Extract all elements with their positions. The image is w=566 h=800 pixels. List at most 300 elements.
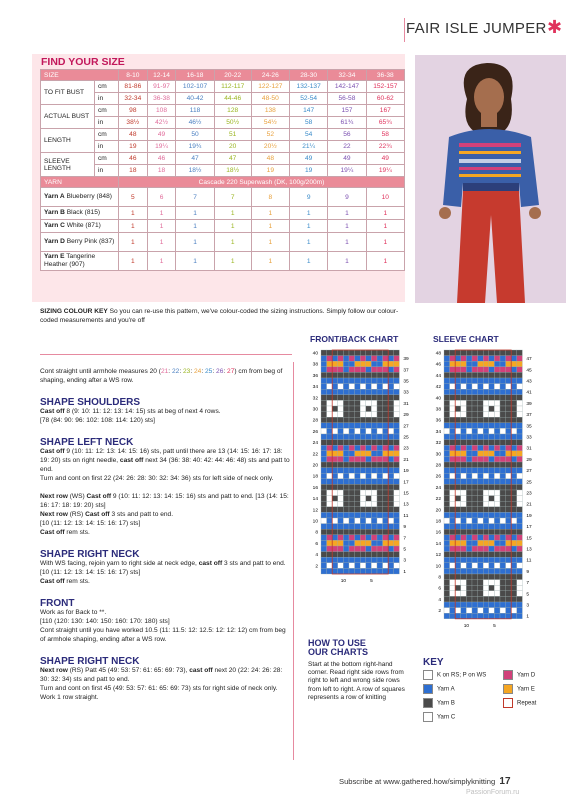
chart-cell (338, 568, 344, 574)
chart-cell (355, 501, 361, 507)
chart-cell (455, 524, 461, 530)
chart-cell (377, 512, 383, 518)
chart-cell (455, 484, 461, 490)
watermark: PassionForum.ru (466, 789, 520, 796)
chart-cell (472, 361, 478, 367)
chart-cell (338, 496, 344, 502)
chart-cell (494, 591, 500, 597)
cell: 18½ (176, 165, 214, 177)
chart-cell (472, 602, 478, 608)
chart-cell (483, 602, 489, 608)
chart-cell (338, 462, 344, 468)
chart-cell (377, 540, 383, 546)
chart-cell (349, 563, 355, 569)
chart-cell (478, 507, 484, 513)
row-number: 10 (435, 564, 441, 570)
chart-cell (511, 591, 517, 597)
chart-cell (461, 406, 467, 412)
chart-cell (332, 350, 338, 356)
sleeve-chart (428, 346, 538, 642)
chart-cell (444, 440, 450, 446)
chart-cell (394, 428, 400, 434)
row-number: 31 (526, 446, 532, 452)
chart-cell (377, 568, 383, 574)
chart-cell (489, 552, 495, 558)
chart-cell (444, 428, 450, 434)
row-label: LENGTH (41, 129, 95, 153)
chart-cell (343, 384, 349, 390)
chart-cell (355, 400, 361, 406)
chart-cell (444, 585, 450, 591)
chart-cell (455, 361, 461, 367)
chart-cell (377, 546, 383, 552)
chart-cell (327, 361, 333, 367)
chart-cell (321, 535, 327, 541)
chart-cell (500, 518, 506, 524)
chart-cell (483, 423, 489, 429)
chart-cell (321, 473, 327, 479)
page-number: 17 (499, 776, 511, 787)
left-neck-heading: SHAPE LEFT NECK (40, 437, 134, 448)
model-illustration (415, 55, 566, 303)
chart-cell (332, 557, 338, 563)
chart-cell (332, 507, 338, 513)
chart-cell (483, 468, 489, 474)
chart-cell (383, 490, 389, 496)
chart-cell (388, 412, 394, 418)
chart-cell (349, 406, 355, 412)
size-col: 24-26 (251, 70, 289, 81)
chart-cell (466, 389, 472, 395)
chart-cell (506, 585, 512, 591)
chart-cell (360, 473, 366, 479)
chart-cell (332, 434, 338, 440)
chart-cell (483, 585, 489, 591)
chart-cell (349, 490, 355, 496)
chart-cell (489, 395, 495, 401)
chart-cell (472, 367, 478, 373)
chart-cell (332, 529, 338, 535)
sleeve-chart-title: SLEEVE CHART (433, 334, 499, 344)
chart-cell (377, 535, 383, 541)
chart-cell (377, 350, 383, 356)
unit: in (95, 141, 119, 153)
chart-cell (360, 350, 366, 356)
chart-cell (355, 479, 361, 485)
chart-cell (506, 462, 512, 468)
chart-cell (338, 412, 344, 418)
chart-cell (377, 361, 383, 367)
chart-cell (360, 496, 366, 502)
chart-cell (483, 490, 489, 496)
chart-cell (483, 512, 489, 518)
chart-cell (355, 546, 361, 552)
chart-cell (517, 473, 523, 479)
chart-cell (444, 417, 450, 423)
cell: 42½ (147, 117, 176, 129)
chart-cell (366, 462, 372, 468)
column-divider (293, 362, 294, 760)
chart-cell (394, 434, 400, 440)
chart-cell (360, 406, 366, 412)
chart-cell (517, 613, 523, 619)
chart-cell (478, 568, 484, 574)
chart-cell (371, 479, 377, 485)
chart-cell (355, 518, 361, 524)
chart-cell (360, 412, 366, 418)
chart-cell (500, 524, 506, 530)
chart-cell (517, 563, 523, 569)
chart-cell (371, 350, 377, 356)
chart-cell (461, 602, 467, 608)
chart-cell (366, 473, 372, 479)
chart-cell (388, 423, 394, 429)
chart-cell (349, 445, 355, 451)
chart-cell (483, 456, 489, 462)
chart-cell (455, 568, 461, 574)
chart-cell (472, 378, 478, 384)
cell: 21¼ (290, 141, 328, 153)
chart-cell (338, 350, 344, 356)
chart-cell (517, 423, 523, 429)
cell: 19 (251, 165, 289, 177)
chart-cell (321, 367, 327, 373)
chart-cell (466, 462, 472, 468)
chart-cell (489, 602, 495, 608)
chart-cell (371, 484, 377, 490)
chart-cell (371, 524, 377, 530)
chart-cell (455, 468, 461, 474)
chart-cell (366, 501, 372, 507)
chart-cell (511, 451, 517, 457)
row-number: 40 (312, 351, 318, 357)
chart-cell (466, 484, 472, 490)
chart-cell (327, 412, 333, 418)
chart-cell (332, 384, 338, 390)
chart-cell (321, 479, 327, 485)
chart-cell (349, 389, 355, 395)
chart-cell (489, 546, 495, 552)
chart-cell (478, 434, 484, 440)
chart-cell (483, 384, 489, 390)
chart-cell (450, 479, 456, 485)
chart-cell (478, 591, 484, 597)
yarn-label: Yarn C White (871) (41, 220, 119, 233)
chart-cell (472, 473, 478, 479)
chart-cell (338, 512, 344, 518)
chart-cell (444, 552, 450, 558)
chart-cell (388, 356, 394, 362)
chart-cell (500, 602, 506, 608)
chart-cell (500, 423, 506, 429)
cell: 19¼ (366, 165, 404, 177)
chart-cell (517, 585, 523, 591)
chart-cell (489, 462, 495, 468)
text: [10 (11: 12: 13: 14: 15: 16: 17) sts] (40, 520, 141, 527)
chart-cell (360, 445, 366, 451)
row-number: 31 (403, 401, 409, 407)
chart-cell (489, 406, 495, 412)
chart-cell (511, 395, 517, 401)
chart-cell (366, 423, 372, 429)
chart-cell (450, 412, 456, 418)
chart-cell (506, 456, 512, 462)
chart-cell (377, 529, 383, 535)
chart-cell (388, 557, 394, 563)
chart-cell (360, 384, 366, 390)
chart-cell (478, 608, 484, 614)
chart-cell (506, 580, 512, 586)
chart-cell (455, 602, 461, 608)
row-number: 12 (312, 508, 318, 514)
chart-cell (489, 557, 495, 563)
chart-cell (489, 451, 495, 457)
chart-cell (343, 501, 349, 507)
chart-cell (500, 440, 506, 446)
chart-cell (500, 479, 506, 485)
chart-cell (343, 456, 349, 462)
chart-cell (349, 350, 355, 356)
chart-cell (332, 468, 338, 474)
cell: 52 (251, 129, 289, 141)
chart-cell (489, 440, 495, 446)
chart-cell (355, 473, 361, 479)
chart-cell (327, 389, 333, 395)
chart-cell (377, 552, 383, 558)
row-number: 15 (403, 491, 409, 497)
chart-cell (377, 473, 383, 479)
chart-cell (472, 552, 478, 558)
chart-cell (338, 479, 344, 485)
cell: 1 (366, 252, 404, 271)
footer-text[interactable]: Subscribe at www.gathered.how/simplyknitting (339, 777, 496, 786)
chart-cell (494, 602, 500, 608)
chart-cell (366, 524, 372, 530)
chart-cell (500, 378, 506, 384)
chart-cell (377, 423, 383, 429)
chart-cell (355, 512, 361, 518)
chart-cell (478, 479, 484, 485)
chart-cell (483, 580, 489, 586)
chart-cell (455, 596, 461, 602)
cell: 5 (119, 188, 148, 207)
chart-cell (455, 501, 461, 507)
chart-cell (366, 378, 372, 384)
chart-cell (455, 389, 461, 395)
chart-cell (466, 507, 472, 513)
chart-cell (343, 412, 349, 418)
chart-cell (506, 378, 512, 384)
chart-cell (444, 524, 450, 530)
chart-cell (472, 501, 478, 507)
chart-cell (500, 356, 506, 362)
chart-cell (321, 412, 327, 418)
chart-cell (383, 496, 389, 502)
chart-cell (383, 557, 389, 563)
chart-cell (472, 496, 478, 502)
chart-cell (332, 445, 338, 451)
chart-cell (483, 440, 489, 446)
chart-cell (377, 524, 383, 530)
chart-cell (455, 434, 461, 440)
chart-cell (450, 557, 456, 563)
cell: 19¼ (147, 141, 176, 153)
chart-cell (377, 496, 383, 502)
cell: 138 (251, 105, 289, 117)
chart-cell (461, 580, 467, 586)
chart-cell (450, 490, 456, 496)
bold: cast off (119, 457, 144, 464)
row-number: 21 (526, 502, 532, 508)
text: Yarn E (517, 686, 535, 693)
chart-cell (321, 546, 327, 552)
chart-cell (506, 501, 512, 507)
chart-cell (338, 563, 344, 569)
chart-cell (332, 440, 338, 446)
chart-cell (455, 384, 461, 390)
row-number: 34 (435, 429, 441, 435)
cell: 157 (328, 105, 366, 117)
chart-cell (338, 372, 344, 378)
chart-cell (494, 406, 500, 412)
chart-cell (343, 389, 349, 395)
chart-cell (321, 456, 327, 462)
chart-cell (327, 546, 333, 552)
chart-cell (383, 384, 389, 390)
chart-cell (478, 529, 484, 535)
chart-cell (494, 389, 500, 395)
text: Work as for Back to **. (40, 609, 107, 616)
chart-cell (472, 456, 478, 462)
chart-cell (461, 434, 467, 440)
chart-cell (349, 540, 355, 546)
cell: 1 (214, 207, 251, 220)
chart-cell (394, 546, 400, 552)
chart-cell (371, 552, 377, 558)
chart-cell (332, 512, 338, 518)
chart-cell (478, 512, 484, 518)
swatch (503, 670, 513, 680)
unit: in (95, 165, 119, 177)
chart-cell (494, 512, 500, 518)
chart-cell (366, 372, 372, 378)
cell: 102-107 (176, 81, 214, 93)
chart-cell (483, 568, 489, 574)
row-number: 24 (435, 485, 441, 491)
cell: 38½ (119, 117, 148, 129)
chart-cell (494, 434, 500, 440)
chart-cell (394, 540, 400, 546)
chart-cell (506, 445, 512, 451)
chart-cell (478, 350, 484, 356)
row-number: 5 (526, 592, 530, 598)
chart-cell (478, 451, 484, 457)
chart-cell (478, 540, 484, 546)
chart-cell (511, 378, 517, 384)
chart-cell (450, 456, 456, 462)
chart-cell (450, 434, 456, 440)
cell: 1 (251, 252, 289, 271)
chart-cell (321, 518, 327, 524)
front-back-chart (305, 346, 415, 602)
text: OUR CHARTS (308, 647, 368, 657)
chart-cell (360, 546, 366, 552)
chart-cell (461, 557, 467, 563)
chart-cell (472, 613, 478, 619)
chart-cell (360, 563, 366, 569)
chart-cell (388, 428, 394, 434)
chart-cell (506, 372, 512, 378)
chart-cell (332, 462, 338, 468)
chart-cell (478, 412, 484, 418)
chart-cell (450, 540, 456, 546)
chart-cell (500, 585, 506, 591)
row-number: 11 (403, 513, 409, 519)
chart-cell (343, 417, 349, 423)
chart-cell (327, 479, 333, 485)
chart-cell (332, 456, 338, 462)
chart-cell (506, 406, 512, 412)
row-number: 15 (526, 536, 532, 542)
chart-cell (327, 417, 333, 423)
front-heading: FRONT (40, 598, 75, 609)
chart-cell (388, 440, 394, 446)
chart-cell (511, 602, 517, 608)
chart-cell (377, 484, 383, 490)
chart-cell (371, 546, 377, 552)
chart-cell (494, 535, 500, 541)
chart-cell (383, 440, 389, 446)
chart-cell (506, 423, 512, 429)
cell: 1 (214, 233, 251, 252)
chart-cell (466, 557, 472, 563)
cell: 147 (290, 105, 328, 117)
cell: 54 (290, 129, 328, 141)
header-divider (404, 18, 405, 42)
chart-cell (455, 546, 461, 552)
chart-cell (355, 496, 361, 502)
chart-cell (327, 440, 333, 446)
chart-cell (355, 484, 361, 490)
row-number: 19 (526, 513, 532, 519)
chart-cell (327, 451, 333, 457)
row-number: 46 (435, 362, 441, 368)
text: Work 1 row straight. (40, 694, 99, 701)
chart-cell (394, 524, 400, 530)
row-number: 12 (435, 553, 441, 559)
chart-cell (383, 417, 389, 423)
chart-cell (321, 462, 327, 468)
chart-cell (444, 473, 450, 479)
chart-cell (483, 356, 489, 362)
chart-cell (500, 384, 506, 390)
chart-cell (511, 540, 517, 546)
chart-cell (450, 367, 456, 373)
chart-cell (472, 434, 478, 440)
chart-cell (506, 440, 512, 446)
chart-cell (327, 356, 333, 362)
chart-cell (388, 568, 394, 574)
chart-cell (478, 406, 484, 412)
chart-cell (321, 372, 327, 378)
chart-cell (388, 384, 394, 390)
chart-cell (483, 372, 489, 378)
chart-cell (466, 574, 472, 580)
chart-cell (338, 451, 344, 457)
chart-cell (500, 512, 506, 518)
chart-cell (371, 529, 377, 535)
chart-cell (349, 367, 355, 373)
